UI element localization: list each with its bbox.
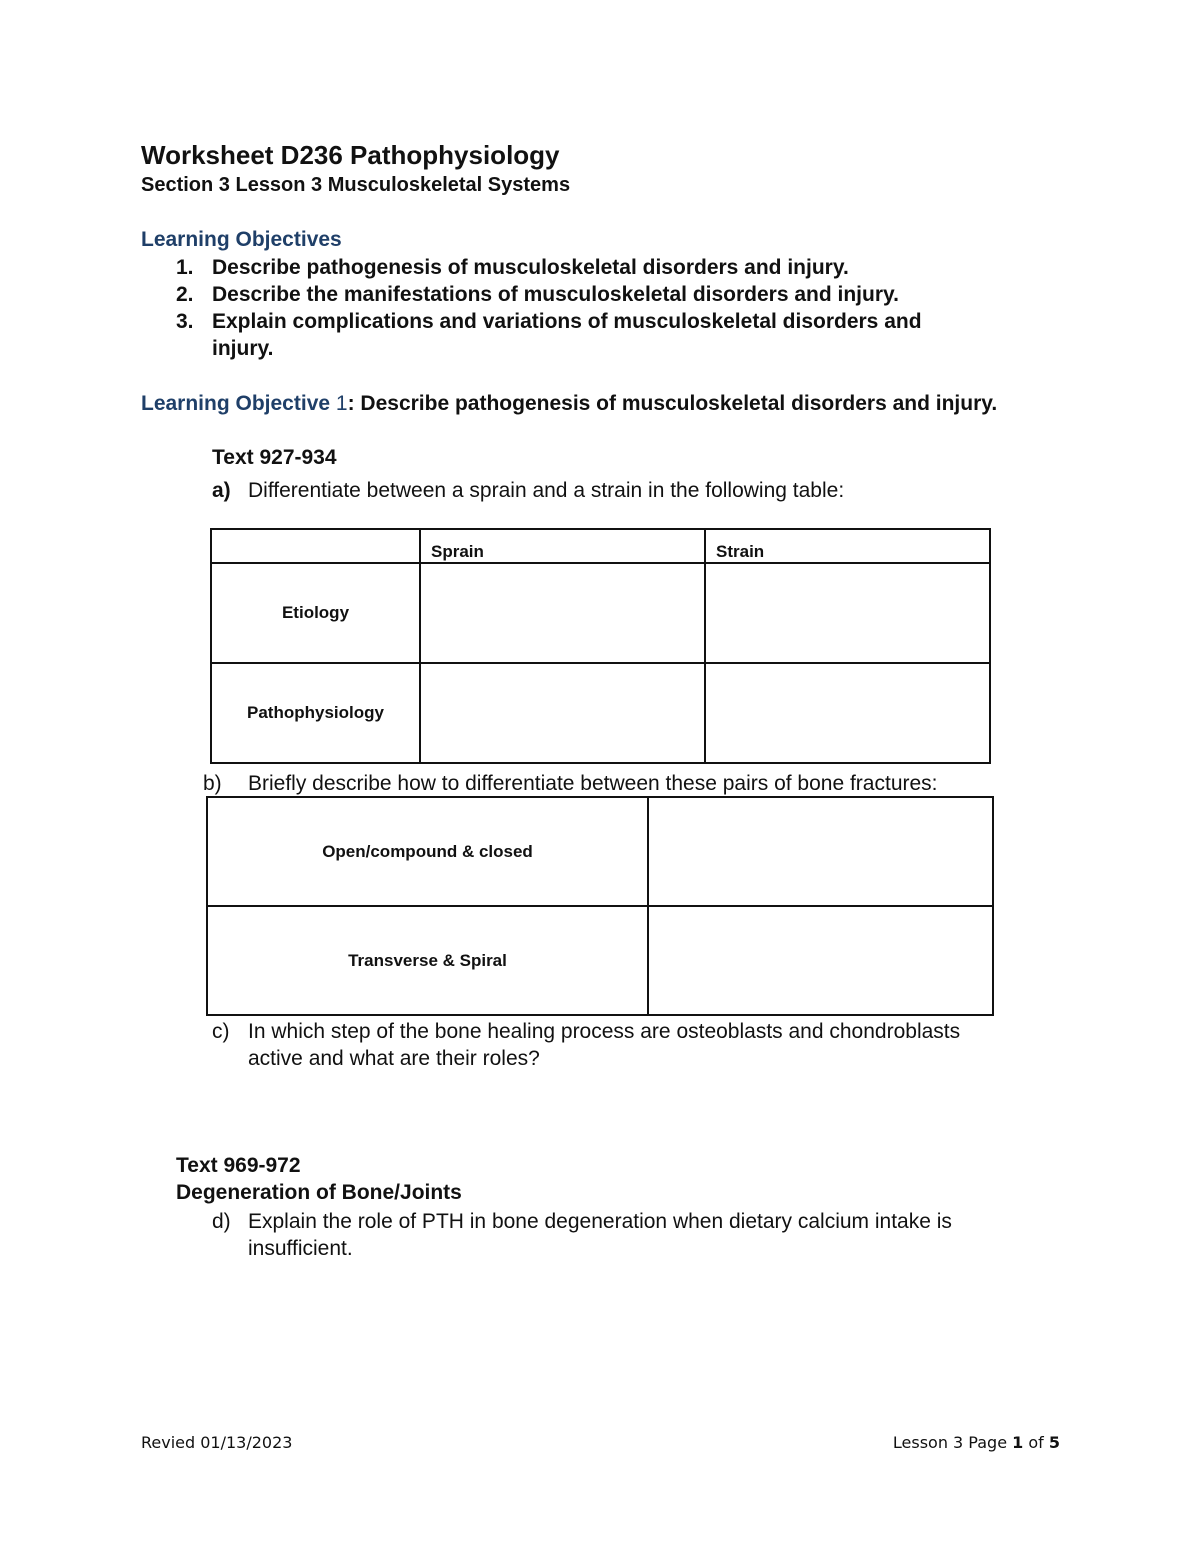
question-c-continued: active and what are their roles? — [248, 1047, 540, 1070]
answer-cell[interactable] — [705, 663, 990, 763]
table-row — [211, 663, 990, 763]
fracture-table — [206, 796, 994, 1016]
answer-cell[interactable] — [648, 797, 993, 906]
learning-objective-1: Learning Objective 1: Describe pathogenesis of musculoskeletal disorders and injury. — [141, 392, 998, 415]
row-header-cell: Transverse & Spiral — [207, 906, 648, 1015]
table-header-cell: Sprain — [420, 529, 705, 563]
row-header-cell: Pathophysiology — [211, 663, 420, 763]
footer-revision-date: Revied 01/13/2023 — [141, 1433, 293, 1452]
section-heading-degeneration: Degeneration of Bone/Joints — [176, 1181, 462, 1204]
row-header-cell: Etiology — [211, 563, 420, 663]
table-header-cell — [211, 529, 420, 563]
question-d-continued: insufficient. — [248, 1237, 353, 1260]
answer-cell[interactable] — [420, 563, 705, 663]
sprain-strain-table — [210, 528, 991, 764]
objective-item-3-continued: injury. — [212, 337, 274, 360]
footer-page-number: Lesson 3 Page 1 of 5 — [892, 1433, 1060, 1452]
section-subtitle: Section 3 Lesson 3 Musculoskeletal Systems — [141, 174, 571, 196]
row-header-cell: Open/compound & closed — [207, 797, 648, 906]
text-reference-1: Text 927-934 — [212, 446, 337, 469]
table-row — [207, 797, 993, 906]
page-title: Worksheet D236 Pathophysiology — [141, 140, 560, 170]
answer-cell[interactable] — [705, 563, 990, 663]
answer-cell[interactable] — [420, 663, 705, 763]
answer-cell[interactable] — [648, 906, 993, 1015]
text-reference-2: Text 969-972 — [176, 1154, 301, 1177]
table-row — [207, 906, 993, 1015]
objectives-heading: Learning Objectives — [141, 228, 342, 251]
table-row — [211, 563, 990, 663]
table-header-row — [211, 529, 990, 563]
table-header-cell: Strain — [705, 529, 990, 563]
